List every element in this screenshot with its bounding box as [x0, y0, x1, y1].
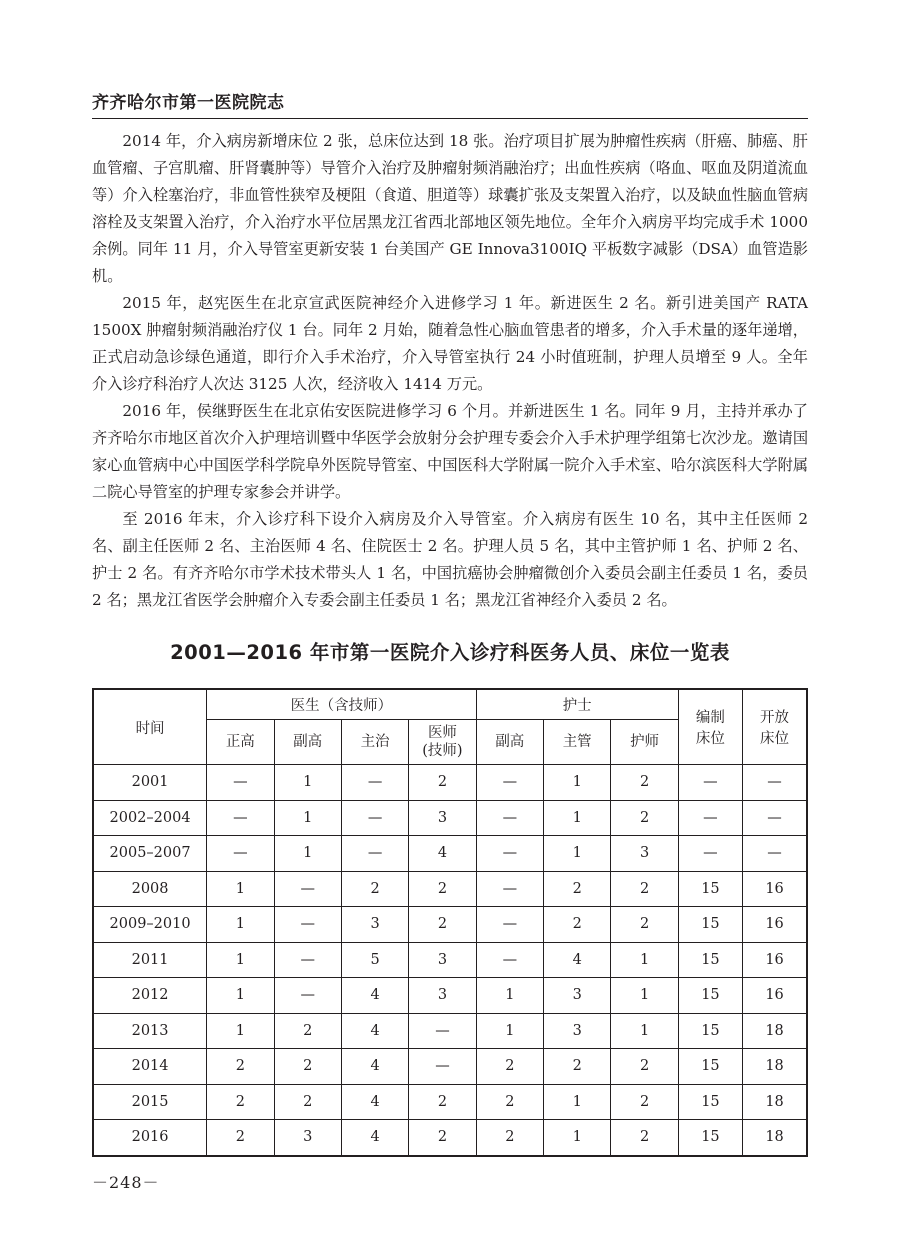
cell-doctor-senior: 1	[207, 907, 274, 943]
cell-nurse-associate: 1	[476, 978, 543, 1014]
header-established-beds-line2: 床位	[695, 731, 725, 747]
cell-open-beds: 18	[743, 1084, 807, 1120]
cell-established-beds: 15	[678, 978, 742, 1014]
table-row	[93, 1049, 807, 1085]
page-number: －248－	[92, 1173, 160, 1192]
cell-doctor-senior: —	[207, 836, 274, 872]
cell-year: 2009–2010	[93, 907, 207, 943]
table-row	[93, 907, 807, 943]
cell-year: 2001	[93, 765, 207, 801]
cell-doctor-attending: —	[341, 836, 408, 872]
header-doctor-group: 医生（含技师）	[207, 689, 477, 720]
cell-doctor-senior: —	[207, 765, 274, 801]
staff-beds-table	[92, 688, 808, 1157]
header-open-beds-line1: 开放	[760, 710, 790, 726]
table-body	[93, 765, 807, 1156]
cell-nurse-associate: —	[476, 942, 543, 978]
header-nurse-nurse: 护师	[611, 720, 678, 765]
cell-nurse-associate: 2	[476, 1120, 543, 1156]
cell-nurse-supervisor: 3	[544, 1013, 611, 1049]
cell-established-beds: 15	[678, 1049, 742, 1085]
cell-doctor-physician: 3	[409, 942, 476, 978]
cell-doctor-physician: 4	[409, 836, 476, 872]
cell-nurse-associate: —	[476, 871, 543, 907]
cell-doctor-attending: —	[341, 765, 408, 801]
cell-year: 2014	[93, 1049, 207, 1085]
header-doctor-associate: 副高	[274, 720, 341, 765]
cell-year: 2002–2004	[93, 800, 207, 836]
cell-year: 2012	[93, 978, 207, 1014]
header-nurse-supervisor: 主管	[544, 720, 611, 765]
cell-doctor-senior: 1	[207, 942, 274, 978]
cell-doctor-attending: 5	[341, 942, 408, 978]
cell-nurse-supervisor: 3	[544, 978, 611, 1014]
cell-established-beds: —	[678, 765, 742, 801]
cell-doctor-senior: 2	[207, 1049, 274, 1085]
cell-doctor-associate: —	[274, 942, 341, 978]
cell-open-beds: 16	[743, 942, 807, 978]
header-open-beds	[743, 689, 807, 765]
cell-nurse-associate: 2	[476, 1084, 543, 1120]
cell-doctor-attending: 4	[341, 1013, 408, 1049]
cell-year: 2013	[93, 1013, 207, 1049]
cell-nurse-associate: 1	[476, 1013, 543, 1049]
cell-doctor-associate: 1	[274, 765, 341, 801]
cell-open-beds: 16	[743, 978, 807, 1014]
cell-doctor-attending: —	[341, 800, 408, 836]
cell-open-beds: 18	[743, 1120, 807, 1156]
body-text	[92, 128, 808, 614]
header-doctor-physician	[409, 720, 476, 765]
table-row	[93, 871, 807, 907]
cell-nurse-associate: —	[476, 836, 543, 872]
cell-nurse-nurse: 1	[611, 1013, 678, 1049]
cell-doctor-physician: 2	[409, 871, 476, 907]
cell-doctor-attending: 4	[341, 1049, 408, 1085]
header-divider	[92, 118, 808, 119]
table-row	[93, 836, 807, 872]
header-doctor-physician-line1: 医师	[427, 725, 457, 741]
cell-nurse-associate: 2	[476, 1049, 543, 1085]
cell-established-beds: 15	[678, 1013, 742, 1049]
header-established-beds-line1: 编制	[695, 710, 725, 726]
cell-doctor-attending: 4	[341, 978, 408, 1014]
cell-doctor-senior: 1	[207, 978, 274, 1014]
header-established-beds	[678, 689, 742, 765]
header-nurse-group: 护士	[476, 689, 678, 720]
cell-nurse-nurse: 1	[611, 942, 678, 978]
cell-established-beds: 15	[678, 907, 742, 943]
cell-established-beds: 15	[678, 1120, 742, 1156]
cell-doctor-physician: 3	[409, 978, 476, 1014]
paragraph-2015: 2015 年，赵宪医生在北京宣武医院神经介入进修学习 1 年。新进医生 2 名。新引进美国产 RATA 1500X 肿瘤射频消融治疗仪 1 台。同年 2 月始，随着急性心脑血管患者的增多，介入手术量的逐年递增，正式启动急诊绿色通道，即行介入手术治疗，介入导管室执行 24 小时值班制，护理人员增至 9 人。全年介入诊疗科治疗人次达 3125 人次，经济收入 1414 万元。	[92, 294, 808, 393]
header-open-beds-line2: 床位	[760, 731, 790, 747]
cell-open-beds: —	[743, 800, 807, 836]
cell-nurse-nurse: 2	[611, 1084, 678, 1120]
cell-nurse-nurse: 2	[611, 1120, 678, 1156]
cell-doctor-attending: 3	[341, 907, 408, 943]
cell-year: 2005–2007	[93, 836, 207, 872]
table-row	[93, 1084, 807, 1120]
cell-doctor-associate: 3	[274, 1120, 341, 1156]
cell-doctor-associate: 2	[274, 1084, 341, 1120]
cell-nurse-supervisor: 1	[544, 836, 611, 872]
cell-established-beds: 15	[678, 871, 742, 907]
table-row	[93, 978, 807, 1014]
cell-doctor-attending: 4	[341, 1084, 408, 1120]
cell-year: 2011	[93, 942, 207, 978]
header-time: 时间	[93, 689, 207, 765]
header-doctor-physician-line2: (技师)	[422, 743, 463, 759]
cell-nurse-supervisor: 1	[544, 800, 611, 836]
table-row	[93, 942, 807, 978]
paragraph-2016: 2016 年，侯继野医生在北京佑安医院进修学习 6 个月。并新进医生 1 名。同年 9 月，主持并承办了齐齐哈尔市地区首次介入护理培训暨中华医学会放射分会护理专委会介入手术护理学组第七次沙龙。邀请国家心血管病中心中国医学科学院阜外医院导管室、中国医科大学附属一院介入手术室、哈尔滨医科大学附属二院心导管室的护理专家参会并讲学。	[92, 402, 808, 501]
cell-open-beds: 18	[743, 1049, 807, 1085]
cell-doctor-physician: 3	[409, 800, 476, 836]
header-doctor-senior: 正高	[207, 720, 274, 765]
cell-doctor-physician: 2	[409, 1084, 476, 1120]
cell-doctor-associate: —	[274, 871, 341, 907]
cell-nurse-nurse: 2	[611, 765, 678, 801]
table-row	[93, 765, 807, 801]
cell-open-beds: 16	[743, 871, 807, 907]
table-title: 2001—2016 年市第一医院介入诊疗科医务人员、床位一览表	[170, 641, 730, 664]
cell-doctor-attending: 2	[341, 871, 408, 907]
cell-doctor-senior: —	[207, 800, 274, 836]
cell-nurse-nurse: 2	[611, 871, 678, 907]
cell-open-beds: 18	[743, 1013, 807, 1049]
cell-nurse-nurse: 2	[611, 907, 678, 943]
cell-doctor-senior: 1	[207, 1013, 274, 1049]
cell-doctor-physician: —	[409, 1013, 476, 1049]
cell-nurse-supervisor: 1	[544, 765, 611, 801]
table-row	[93, 800, 807, 836]
running-header-title: 齐齐哈尔市第一医院院志	[92, 93, 285, 113]
cell-established-beds: 15	[678, 942, 742, 978]
cell-established-beds: 15	[678, 1084, 742, 1120]
cell-established-beds: —	[678, 836, 742, 872]
cell-nurse-associate: —	[476, 765, 543, 801]
table-row	[93, 1120, 807, 1156]
cell-open-beds: —	[743, 765, 807, 801]
cell-doctor-attending: 4	[341, 1120, 408, 1156]
cell-year: 2016	[93, 1120, 207, 1156]
paragraph-summary: 至 2016 年末，介入诊疗科下设介入病房及介入导管室。介入病房有医生 10 名，其中主任医师 2 名、副主任医师 2 名、主治医师 4 名、住院医士 2 名。护理人员 5 名，其中主管护师 1 名、护师 2 名、护士 2 名。有齐齐哈尔市学术技术带头人 1 名，中国抗癌协会肿瘤微创介入委员会副主任委员 1 名，委员 2 名；黑龙江省医学会肿瘤介入专委会副主任委员 1 名；黑龙江省神经介入委员 2 名。	[92, 510, 808, 609]
cell-doctor-senior: 2	[207, 1120, 274, 1156]
cell-doctor-associate: 1	[274, 800, 341, 836]
cell-nurse-supervisor: 2	[544, 907, 611, 943]
cell-open-beds: 16	[743, 907, 807, 943]
cell-established-beds: —	[678, 800, 742, 836]
cell-nurse-nurse: 2	[611, 1049, 678, 1085]
cell-doctor-physician: 2	[409, 907, 476, 943]
cell-nurse-supervisor: 4	[544, 942, 611, 978]
cell-nurse-associate: —	[476, 907, 543, 943]
cell-year: 2008	[93, 871, 207, 907]
cell-doctor-associate: 1	[274, 836, 341, 872]
cell-nurse-supervisor: 2	[544, 871, 611, 907]
cell-year: 2015	[93, 1084, 207, 1120]
cell-doctor-physician: —	[409, 1049, 476, 1085]
cell-nurse-nurse: 1	[611, 978, 678, 1014]
cell-doctor-associate: 2	[274, 1049, 341, 1085]
cell-nurse-supervisor: 2	[544, 1049, 611, 1085]
cell-doctor-senior: 1	[207, 871, 274, 907]
paragraph-2014: 2014 年，介入病房新增床位 2 张，总床位达到 18 张。治疗项目扩展为肿瘤性疾病（肝癌、肺癌、肝血管瘤、子宫肌瘤、肝肾囊肿等）导管介入治疗及肿瘤射频消融治疗；出血性疾病（咯血、呕血及阴道流血等）介入栓塞治疗，非血管性狭窄及梗阻（食道、胆道等）球囊扩张及支架置入治疗，以及缺血性脑血管病溶栓及支架置入治疗，介入治疗水平位居黑龙江省西北部地区领先地位。全年介入病房平均完成手术 1000 余例。同年 11 月，介入导管室更新安装 1 台美国产 GE Innova3100IQ 平板数字减影（DSA）血管造影机。	[92, 132, 808, 285]
cell-open-beds: —	[743, 836, 807, 872]
table-row	[93, 1013, 807, 1049]
cell-doctor-physician: 2	[409, 1120, 476, 1156]
cell-nurse-associate: —	[476, 800, 543, 836]
cell-nurse-supervisor: 1	[544, 1120, 611, 1156]
cell-doctor-physician: 2	[409, 765, 476, 801]
cell-doctor-associate: —	[274, 978, 341, 1014]
cell-nurse-nurse: 2	[611, 800, 678, 836]
cell-nurse-supervisor: 1	[544, 1084, 611, 1120]
cell-doctor-associate: 2	[274, 1013, 341, 1049]
cell-doctor-associate: —	[274, 907, 341, 943]
header-nurse-associate: 副高	[476, 720, 543, 765]
cell-nurse-nurse: 3	[611, 836, 678, 872]
cell-doctor-senior: 2	[207, 1084, 274, 1120]
header-doctor-attending: 主治	[341, 720, 408, 765]
